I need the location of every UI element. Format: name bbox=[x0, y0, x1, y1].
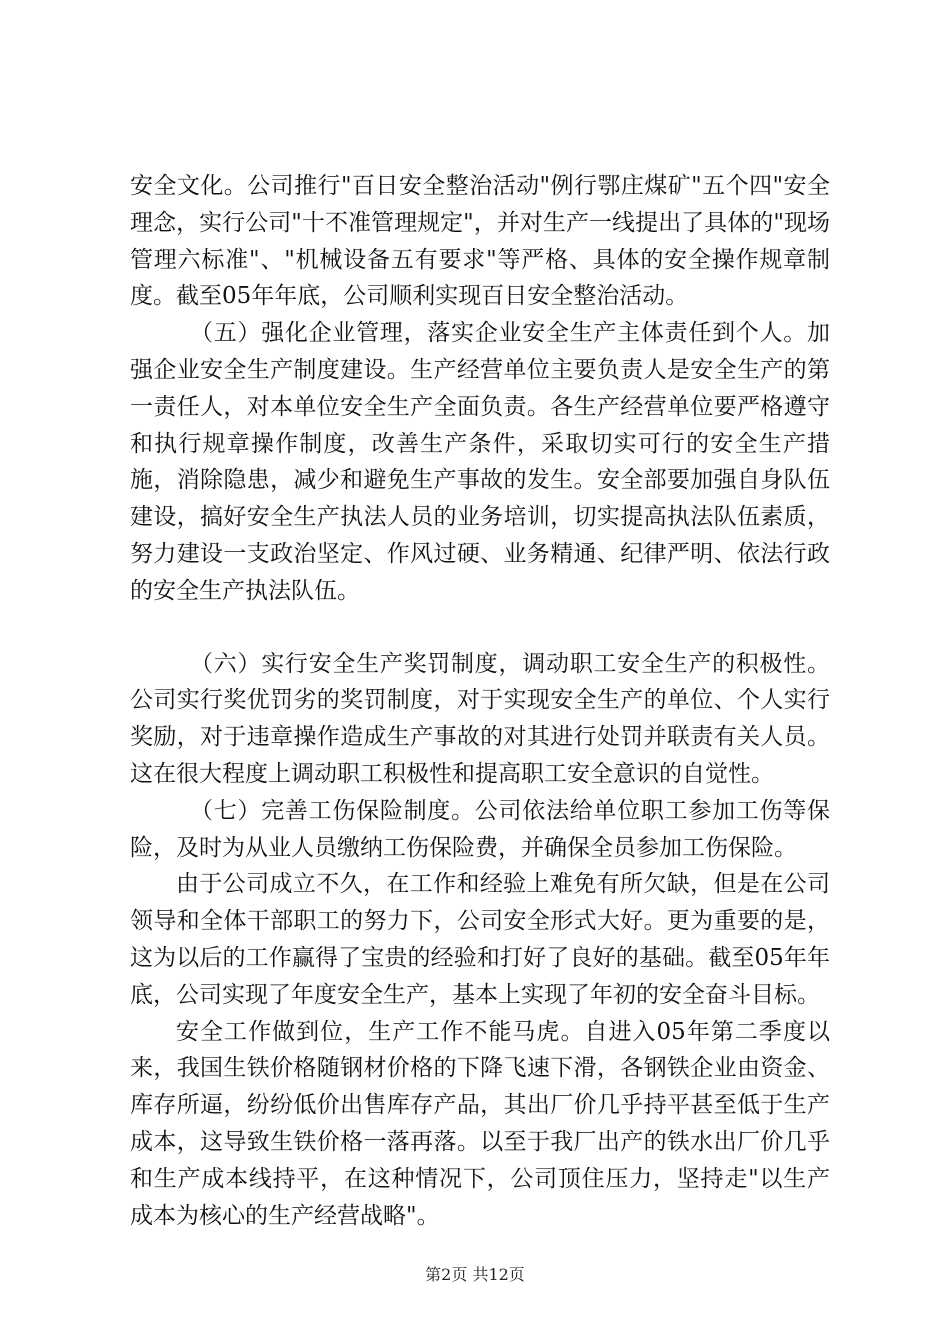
paragraph-summary: 由于公司成立不久，在工作和经验上难免有所欠缺，但是在公司领导和全体干部职工的努力下，公司安全形式大好。更为重要的是，这为以后的工作赢得了宝贵的经验和打好了良好的基础。截至05年年底，公司实现了年度安全生产，基本上实现了年初的安全奋斗目标。 bbox=[130, 871, 830, 1008]
paragraph-production: 安全工作做到位，生产工作不能马虎。自进入05年第二季度以来，我国生铁价格随钢材价格的下降飞速下滑，各钢铁企业由资金、库存所逼，纷纷低价出售库存产品，其出厂价几乎持平甚至低于生产成本，这导致生铁价格一落再落。以至于我厂出产的铁水出厂价几乎和生产成本线持平，在这种情况下，公司顶住压力，坚持走"以生产成本为核心的生产经营战略"。 bbox=[130, 1018, 830, 1229]
paragraph-safety-culture: 安全文化。公司推行"百日安全整治活动"例行鄂庄煤矿"五个四"安全理念，实行公司"十不准管理规定"，并对生产一线提出了具体的"现场管理六标准"、"机械设备五有要求"等严格、具体的安全操作规章制度。截至05年年底，公司顺利实现百日安全整治活动。 bbox=[130, 173, 830, 310]
paragraph-section-5: （五）强化企业管理，落实企业安全生产主体责任到个人。加强企业安全生产制度建设。生产经营单位主要负责人是安全生产的第一责任人，对本单位安全生产全面负责。各生产经营单位要严格遵守和执行规章操作制度，改善生产条件，采取切实可行的安全生产措施，消除隐患，减少和避免生产事故的发生。安全部要加强自身队伍建设，搞好安全生产执法人员的业务培训，切实提高执法队伍素质，努力建设一支政治坚定、作风过硬、业务精通、纪律严明、依法行政的安全生产执法队伍。 bbox=[130, 320, 830, 604]
paragraph-spacer bbox=[130, 610, 830, 646]
paragraph-section-7: （七）完善工伤保险制度。公司依法给单位职工参加工伤等保险，及时为从业人员缴纳工伤保险费，并确保全员参加工伤保险。 bbox=[130, 797, 830, 861]
paragraph-section-6: （六）实行安全生产奖罚制度，调动职工安全生产的积极性。公司实行奖优罚劣的奖罚制度，对于实现安全生产的单位、个人实行奖励，对于违章操作造成生产事故的对其进行处罚并联责有关人员。这在很大程度上调动职工积极性和提高职工安全意识的自觉性。 bbox=[130, 650, 830, 787]
document-body bbox=[130, 168, 830, 1234]
page-number-footer: 第2页 共12页 bbox=[425, 1265, 525, 1284]
